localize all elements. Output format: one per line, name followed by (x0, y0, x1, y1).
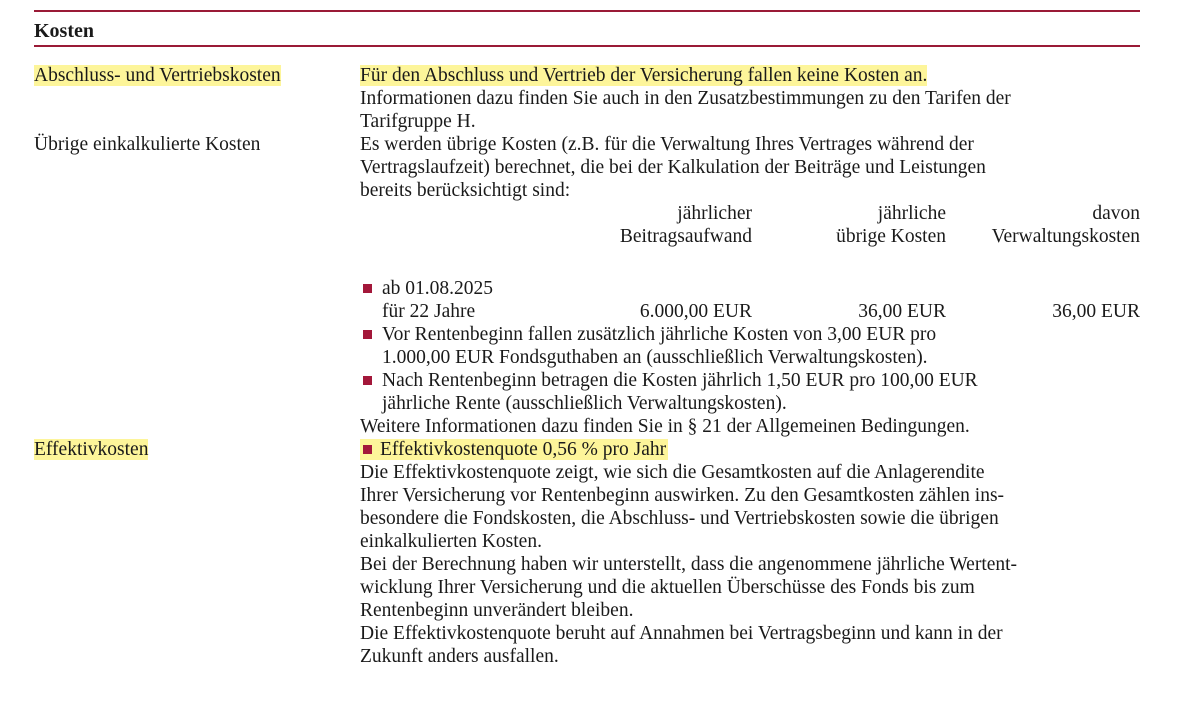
bullet-text: jährliche Rente (ausschließlich Verwaltungskosten). (382, 393, 787, 414)
effektiv-line: wicklung Ihrer Versicherung und die aktuellen Überschüsse des Fonds bis zum (360, 577, 975, 598)
effektiv-line: besondere die Fondskosten, die Abschluss- und Vertriebskosten sowie die übrigen (360, 508, 999, 529)
bullet-icon (363, 284, 372, 293)
title-rule (34, 45, 1140, 47)
header-verwaltung: davon (1092, 203, 1140, 224)
label-uebrige: Übrige einkalkulierte Kosten (34, 134, 261, 155)
row-kosten: 36,00 EUR (858, 301, 946, 322)
effektiv-line: Die Effektivkostenquote beruht auf Annahmen bei Vertragsbeginn und kann in der (360, 623, 1003, 644)
bullet-text: Nach Rentenbeginn betragen die Kosten jährlich 1,50 EUR pro 100,00 EUR (382, 370, 978, 391)
row-duration: für 22 Jahre (382, 301, 476, 322)
header-beitrag: jährlicher (677, 203, 752, 224)
effektiv-line: Rentenbeginn unverändert bleiben. (360, 600, 634, 621)
effektiv-line: Die Effektivkostenquote zeigt, wie sich die Gesamtkosten auf die Anlagerendite (360, 462, 985, 483)
row-beitrag: 6.000,00 EUR (639, 301, 752, 322)
abschluss-highlight: Für den Abschluss und Vertrieb der Versicherung fallen keine Kosten an. (360, 65, 928, 86)
header-verwaltung: Verwaltungskosten (991, 226, 1140, 247)
uebrige-line: Es werden übrige Kosten (z.B. für die Verwaltung Ihres Vertrages während der (360, 134, 974, 155)
row-start: ab 01.08.2025 (382, 278, 494, 299)
header-kosten: übrige Kosten (836, 226, 946, 247)
bullet-icon (363, 330, 372, 339)
label-abschluss: Abschluss- und Vertriebskosten (34, 65, 281, 86)
abschluss-line: Informationen dazu finden Sie auch in den Zusatzbestimmungen zu den Tarifen der (360, 88, 1011, 109)
bullet-text: 1.000,00 EUR Fondsguthaben an (ausschließlich Verwaltungskosten). (382, 347, 928, 368)
section-title: Kosten (34, 20, 94, 42)
abschluss-line: Tarifgruppe H. (360, 111, 476, 132)
uebrige-line: Vertragslaufzeit) berechnet, die bei der Kalkulation der Beiträge und Leistungen (360, 157, 986, 178)
header-beitrag: Beitragsaufwand (619, 226, 752, 247)
header-kosten: jährliche (877, 203, 946, 224)
row-verwaltung: 36,00 EUR (1052, 301, 1140, 322)
effektiv-line: einkalkulierten Kosten. (360, 531, 542, 552)
label-effektiv: Effektivkosten (34, 439, 149, 460)
effektiv-quote: Effektivkostenquote 0,56 % pro Jahr (360, 438, 668, 461)
uebrige-footer: Weitere Informationen dazu finden Sie in § 21 der Allgemeinen Bedingungen. (360, 416, 970, 437)
effektiv-line: Zukunft anders ausfallen. (360, 646, 559, 667)
bullet-icon (363, 445, 372, 454)
effektiv-line: Bei der Berechnung haben wir unterstellt, dass die angenommene jährliche Wertent- (360, 554, 1018, 575)
bullet-icon (363, 376, 372, 385)
uebrige-line: bereits berücksichtigt sind: (360, 180, 571, 201)
bullet-text: Vor Rentenbeginn fallen zusätzlich jährliche Kosten von 3,00 EUR pro (382, 324, 937, 345)
effektiv-line: Ihrer Versicherung vor Rentenbeginn auswirken. Zu den Gesamtkosten zählen ins- (360, 485, 1005, 506)
top-rule (34, 10, 1140, 12)
